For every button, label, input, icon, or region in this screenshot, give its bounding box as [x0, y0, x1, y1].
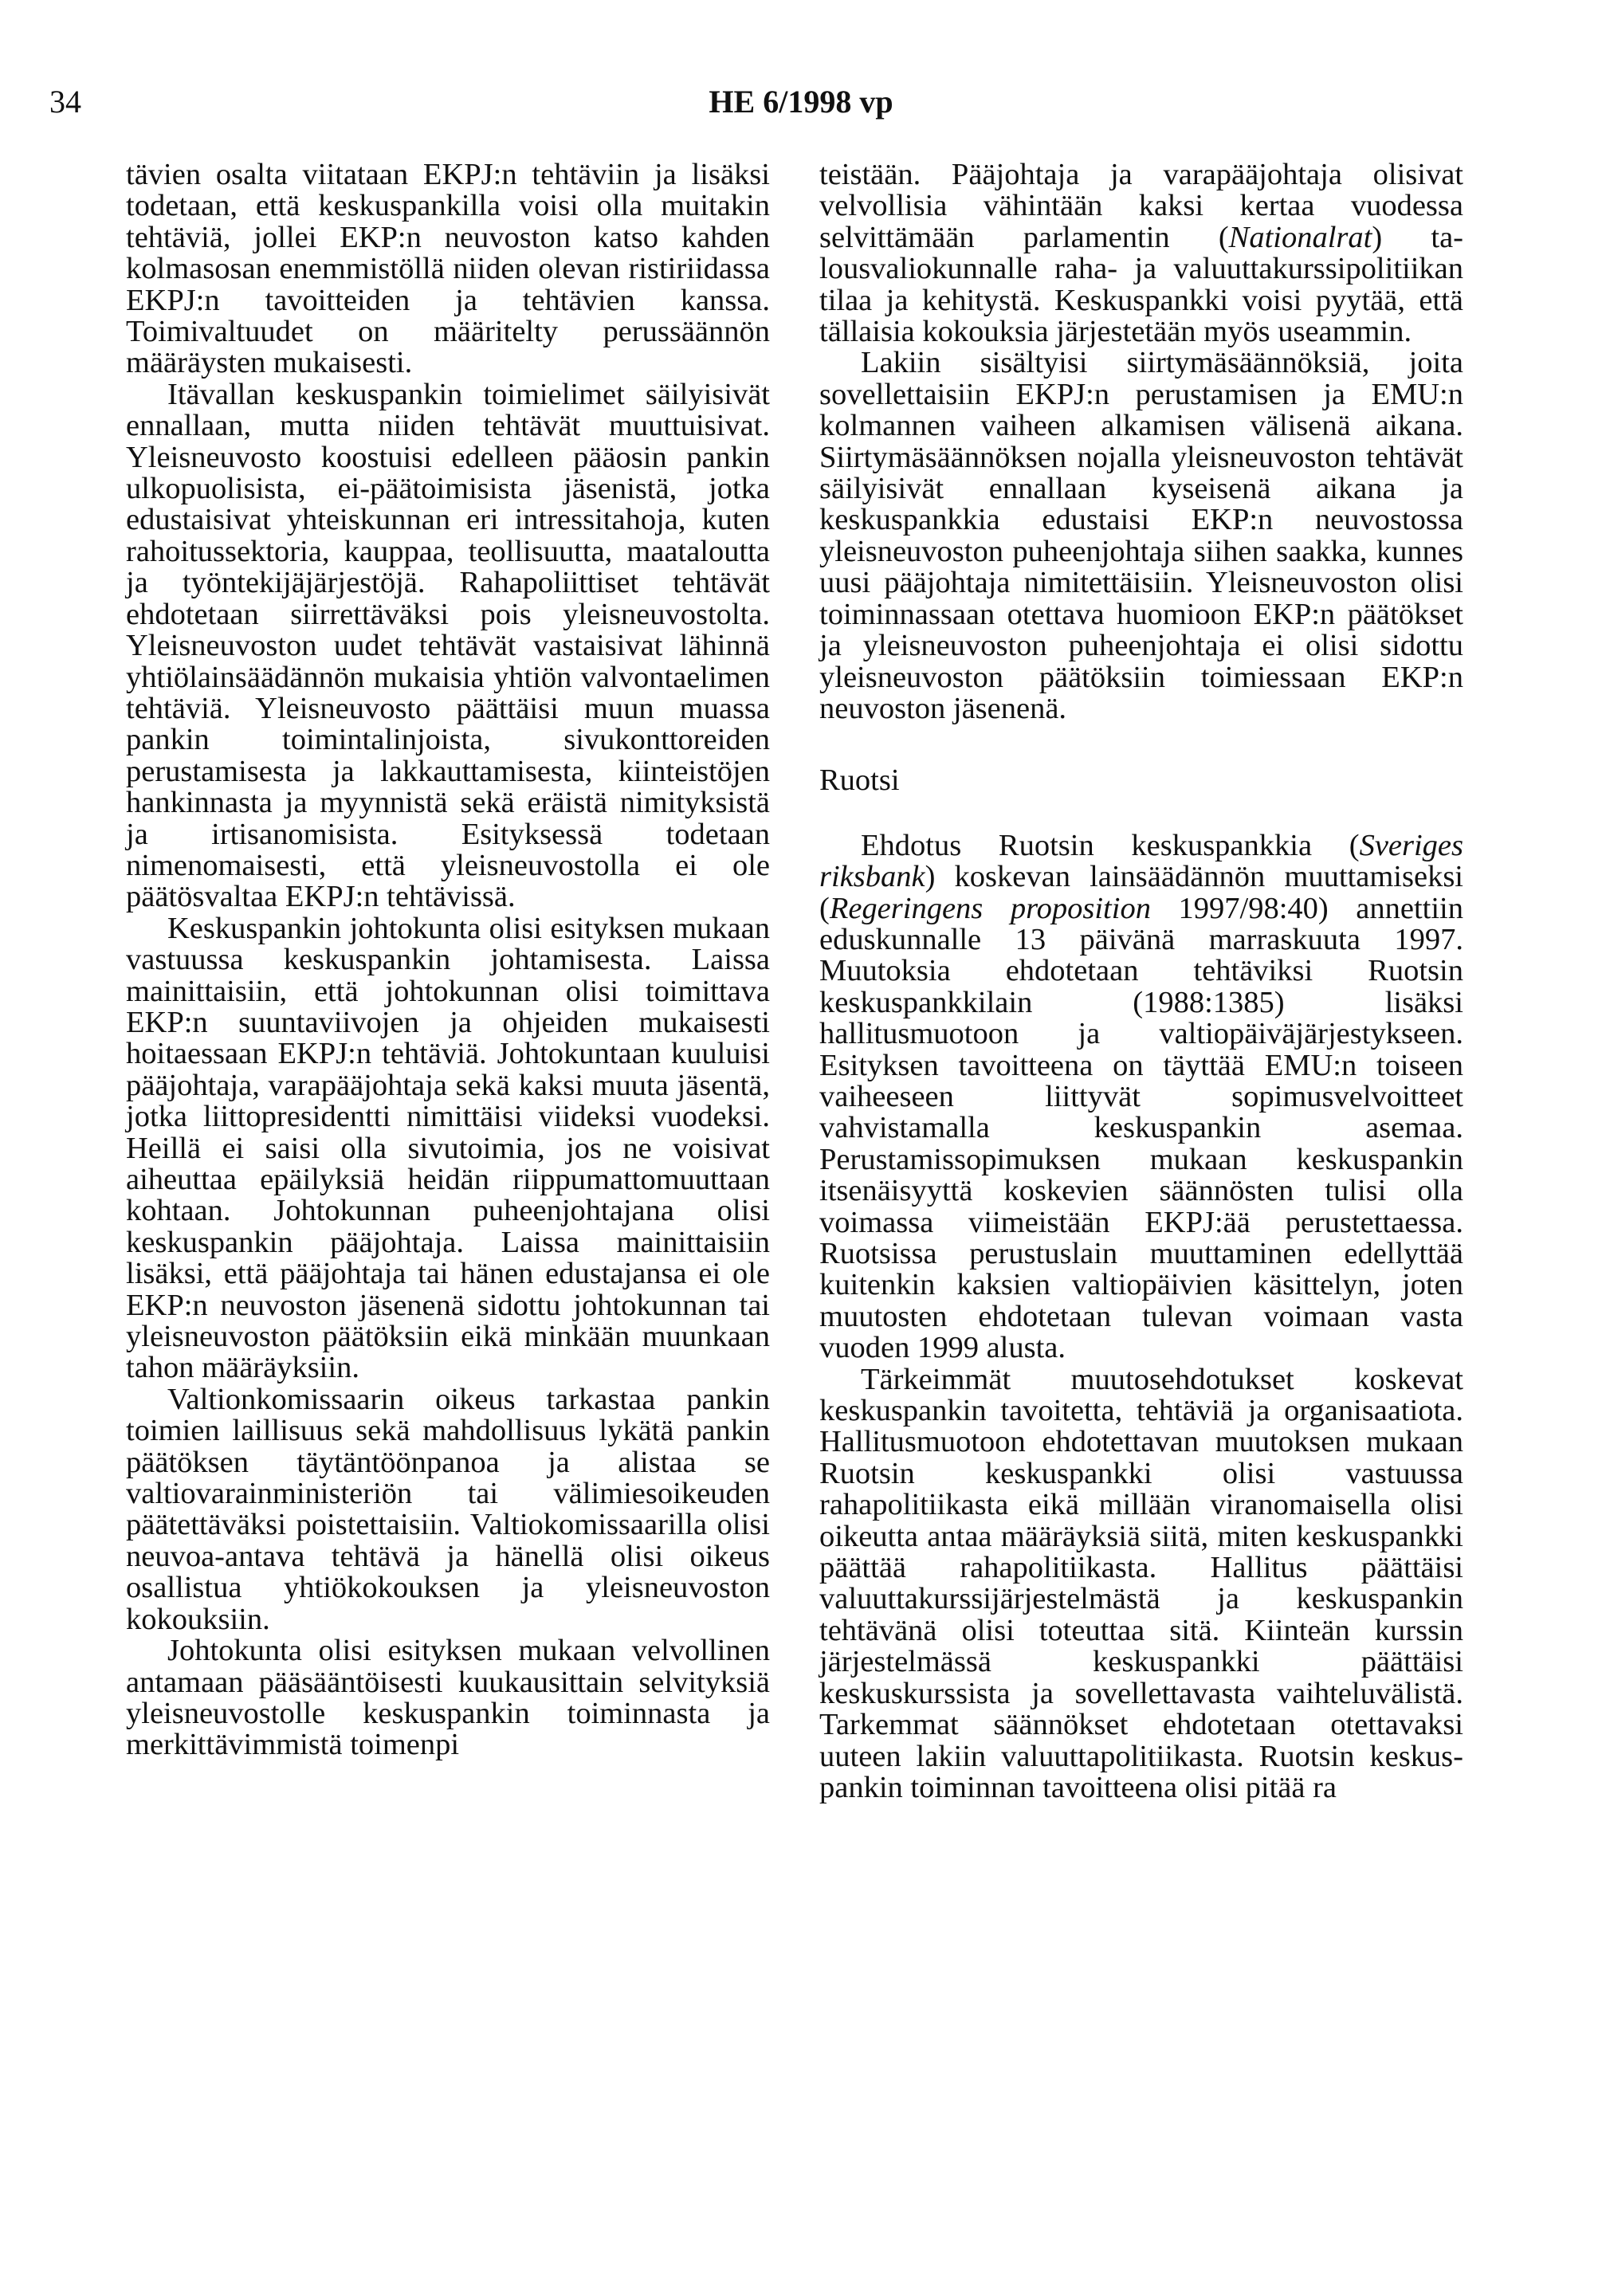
left-column [126, 159, 770, 1761]
paragraph: Itävallan keskuspankin toimielimet säilyisivät ennallaan, mutta niiden tehtävät muuttuisivat. Yleisneuvosto koostuisi edelleen pääosin pankin ulkopuolisista, ei-päätoimisista jäsenistä, jotka edustaisivat yhteiskunnan eri intressitahoja, kuten rahoitussektoria, kauppaa, teollisuutta, maataloutta ja työntekijäjärjestöjä. Rahapoliittiset tehtävät ehdotetaan siirrettäväksi pois yleisneuvostolta. Yleisneuvoston uudet tehtävät vastaisivat lähinnä yhtiölainsäädännön mukaisia yhtiön valvontaelimen tehtäviä. Yleisneuvosto päättäisi muun muassa pankin toimintalinjoista, sivukonttoreiden perustamisesta ja lakkauttamisesta, kiinteistöjen hankinnasta ja myynnistä sekä eräistä nimityksistä ja irtisanomisista. Esityksessä todetaan nimenomaisesti, että yleisneuvostolla ei ole päätösvaltaa EKPJ:n tehtävissä. [126, 377, 770, 914]
text-run: ) koskevan lainsäädännön muuttamiseksi ( [819, 860, 1463, 925]
italic-term: Nationalrat [1228, 220, 1372, 254]
running-title: HE 6/1998 vp [709, 84, 893, 120]
paragraph: Valtionkomissaarin oikeus tarkastaa pankin toimien laillisuus sekä mahdollisuus lykätä pankin päätöksen täytäntöönpanoa ja alistaa se valtiovarainministeriön tai välimiesoikeuden päätettäväksi poistettaisiin. Valtiokomissaarilla olisi neuvoa-antava tehtävä ja hänellä olisi oikeus osallistua yhtiökokouksen ja yleisneuvoston kokouksiin. [126, 1382, 770, 1636]
paragraph [819, 830, 1463, 1364]
page-number: 34 [49, 84, 81, 120]
text-run: 1997/98:40) annettiin eduskunnalle 13 päivänä marraskuuta 1997. Muutoksia ehdotetaan tehtäviksi Ruotsin keskuspankkilain (1988:1385) lisäksi hallitusmuotoon ja valtiopäiväjärjestykseen. Esityksen tavoitteena on täyttää EMU:n toiseen vaiheeseen liittyvät sopimusvelvoitteet vahvistamalla keskuspankin asemaa. Perustamissopimuksen mukaan keskuspankin itsenäisyyttä koskevien säännösten tulisi olla voimassa viimeistään EKPJ:ää perustettaessa. Ruotsissa perustuslain muuttaminen edellyttää kuitenkin kaksien valtiopäivien käsittelyn, joten muutosten ehdotetaan tulevan voimaan vasta vuoden 1999 alusta. [819, 891, 1463, 1365]
paragraph: Tärkeimmät muutosehdotukset koskevat keskuspankin tavoitetta, tehtäviä ja organisaatiota. Hallitusmuotoon ehdotettavan muutoksen mukaan Ruotsin keskuspankki olisi vastuussa rahapolitiikasta eikä millään viranomaisella olisi oikeutta antaa määräyksiä siitä, miten keskuspankki päättää rahapolitiikasta. Hallitus päättäisi valuuttakurssijärjestelmästä ja keskuspankin tehtävänä olisi toteuttaa sitä. Kiinteän kurssin järjestelmässä keskuspankki päättäisi keskuskurssista ja sovellettavasta vaihteluvälistä. Tarkemmat säännökset ehdotetaan otettavaksi uuteen lakiin valuuttapolitiikasta. Ruotsin keskuspankin toiminnan tavoitteena olisi pitää ra [819, 1362, 1463, 1804]
paragraph [819, 159, 1463, 347]
italic-term: Regeringens proposition [829, 891, 1151, 925]
section-heading: Ruotsi [819, 763, 900, 798]
text-run: ) talousvaliokunnalle raha- ja valuuttakurssipolitiikan tilaa ja kehitystä. Keskuspankki voisi pyytää, että tällaisia kokouksia järjestetään myös useammin. [819, 220, 1463, 349]
paragraph: tävien osalta viitataan EKPJ:n tehtäviin ja lisäksi todetaan, että keskuspankilla voisi olla muitakin tehtäviä, jollei EKP:n neuvoston katso kahden kolmasosan enemmistöllä niiden olevan ristiriidassa EKPJ:n tavoitteiden ja tehtävien kanssa. Toimivaltuudet on määritelty perussäännön määräysten mukaisesti. [126, 158, 770, 380]
paragraph: Keskuspankin johtokunta olisi esityksen mukaan vastuussa keskuspankin johtamisesta. Laissa mainittaisiin, että johtokunnan olisi toimittava EKP:n suuntaviivojen ja ohjeiden mukaisesti hoitaessaan EKPJ:n tehtäviä. Johtokuntaan kuuluisi pääjohtaja, varapääjohtaja sekä kaksi muuta jäsentä, jotka liittopresidentti nimittäisi viideksi vuodeksi. Heillä ei saisi olla sivutoimia, jos ne voisivat aiheuttaa epäilyksiä heidän riippumattomuuttaan kohtaan. Johtokunnan puheenjohtajana olisi keskuspankin pääjohtaja. Laissa mainittaisiin lisäksi, että pääjohtaja tai hänen edustajansa ei ole EKP:n neuvoston jäsenenä sidottu johtokunnan tai yleisneuvoston päätöksiin eikä minkään muunkaan tahon määräyksiin. [126, 911, 770, 1385]
paragraph: Johtokunta olisi esityksen mukaan velvollinen antamaan pääsääntöisesti kuukausittain selvityksiä yleisneuvostolle keskuspankin toiminnasta ja merkittävimmistä toimenpi [126, 1634, 770, 1762]
paragraph: Lakiin sisältyisi siirtymäsäännöksiä, joita sovellettaisiin EKPJ:n perustamisen ja EMU:n kolmannen vaiheen alkamisen välisenä aikana. Siirtymäsäännöksen nojalla yleisneuvoston tehtävät säilyisivät ennallaan kyseisenä aikana ja keskuspankkia edustaisi EKP:n neuvostossa yleisneuvoston puheenjohtaja siihen saakka, kunnes uusi pääjohtaja nimitettäisiin. Yleisneuvoston olisi toiminnassaan otettava huomioon EKP:n päätökset ja yleisneuvoston puheenjohtaja ei olisi sidottu yleisneuvoston päätöksiin toimiessaan EKP:n neuvoston jäsenenä. [819, 346, 1463, 725]
text-run: teistään. Pääjohtaja ja varapääjohtaja olisivat velvollisia vähintään kaksi kertaa vuodessa selvittämään parlamentin ( [819, 158, 1463, 254]
right-column [819, 159, 1463, 1803]
text-run: Ehdotus Ruotsin keskuspankkia ( [861, 828, 1360, 862]
italic-term: Sveriges riksbank [819, 828, 1463, 894]
